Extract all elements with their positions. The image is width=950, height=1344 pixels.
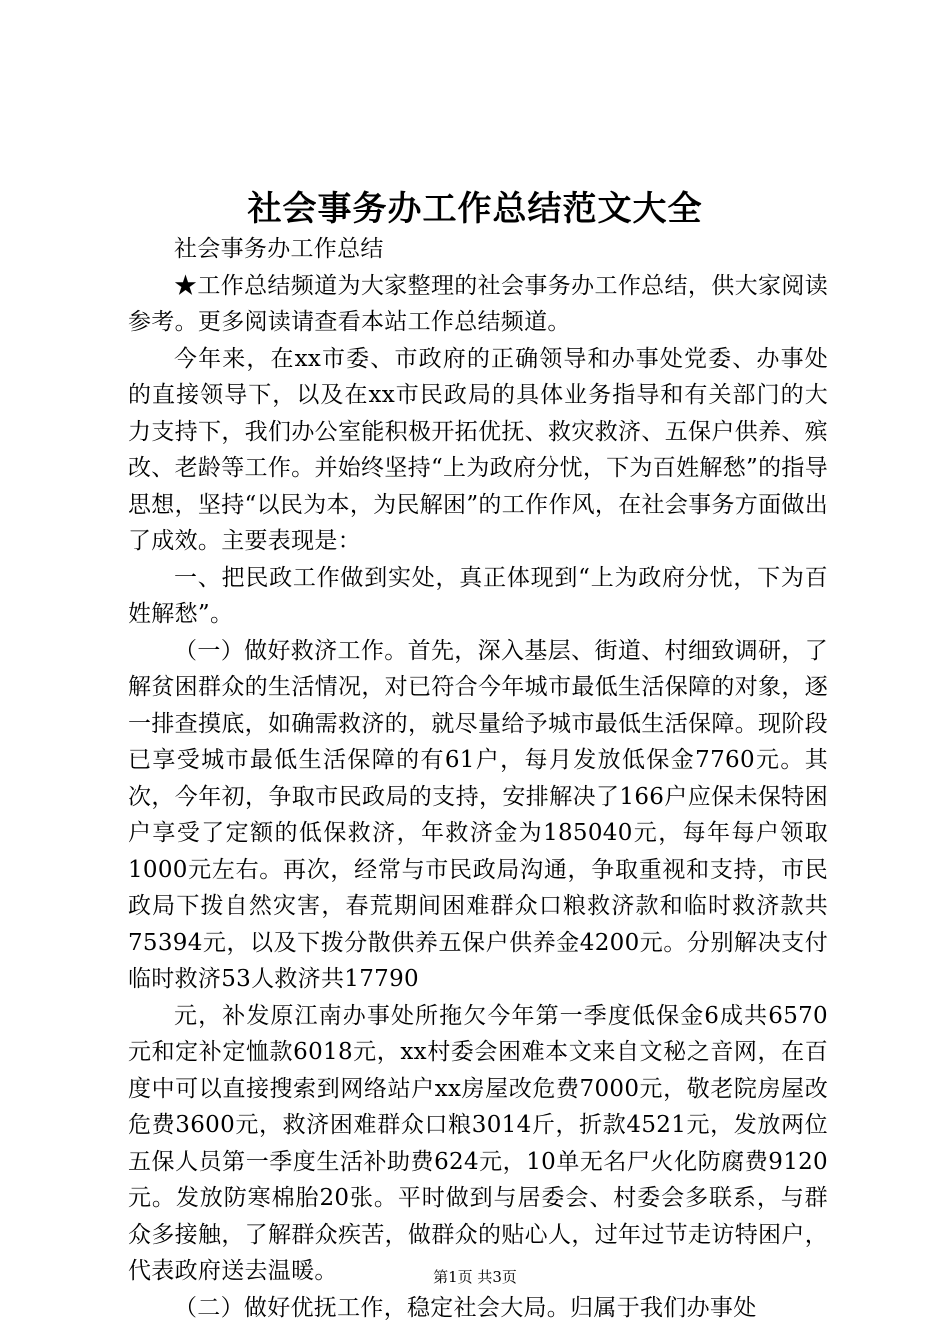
paragraph-subtitle: 社会事务办工作总结 bbox=[174, 236, 384, 262]
page-footer: 第1页 共3页 bbox=[433, 1268, 517, 1286]
document-body bbox=[128, 231, 828, 1326]
paragraph-intro: ★工作总结频道为大家整理的社会事务办工作总结，供大家阅读参考。更多阅读请查看本站工作总结频道。 bbox=[128, 272, 828, 335]
paragraph-overview: 今年来，在xx市委、市政府的正确领导和办事处党委、办事处的直接领导下，以及在xx市民政局的具体业务指导和有关部门的大力支持下，我们办公室能积极开拓优抚、救灾救济、五保户供养、殡改、老龄等工作。并始终坚持“上为政府分忧，下为百姓解愁”的指导思想，坚持“以民为本，为民解困”的工作作风，在社会事务方面做出了成效。主要表现是： bbox=[128, 345, 828, 554]
document-title: 社会事务办工作总结范文大全 bbox=[247, 189, 703, 229]
paragraph-relief-work: （一）做好救济工作。首先，深入基层、街道、村细致调研，了解贫困群众的生活情况，对已符合今年城市最低生活保障的对象，逐一排查摸底，如确需救济的，就尽量给予城市最低生活保障。现阶段已享受城市最低生活保障的有61户，每月发放低保金7760元。其次，今年初，争取市民政局的支持，安排解决了166户应保未保特困户享受了定额的低保救济，年救济金为185040元，每年每户领取1000元左右。再次，经常与市民政局沟通，争取重视和支持，市民政局下拨自然灾害，春荒期间困难群众口粮救济款和临时救济款共75394元，以及下拨分散供养五保户供养金4200元。分别解决支付临时救济53人救济共17790 bbox=[128, 637, 828, 992]
paragraph-preferential-care: （二）做好优抚工作，稳定社会大局。归属于我们办事处 bbox=[174, 1294, 757, 1321]
paragraph-relief-continued: 元，补发原江南办事处所拖欠今年第一季度低保金6成共6570元和定补定恤款6018元，xx村委会困难本文来自文秘之音网，在百度中可以直接搜索到网络站户xx房屋改危费7000元，敬老院房屋改危费3600元，救济困难群众口粮3014斤，折款4521元，发放两位五保人员第一季度生活补助费624元，10单无名尸火化防腐费9120元。发放防寒棉胎20张。平时做到与居委会、村委会多联系，与群众多接触，了解群众疾苦，做群众的贴心人，过年过节走访特困户，代表政府送去温暖。 bbox=[128, 1002, 828, 1284]
paragraph-section-one: 一、把民政工作做到实处，真正体现到“上为政府分忧，下为百姓解愁”。 bbox=[128, 564, 828, 627]
